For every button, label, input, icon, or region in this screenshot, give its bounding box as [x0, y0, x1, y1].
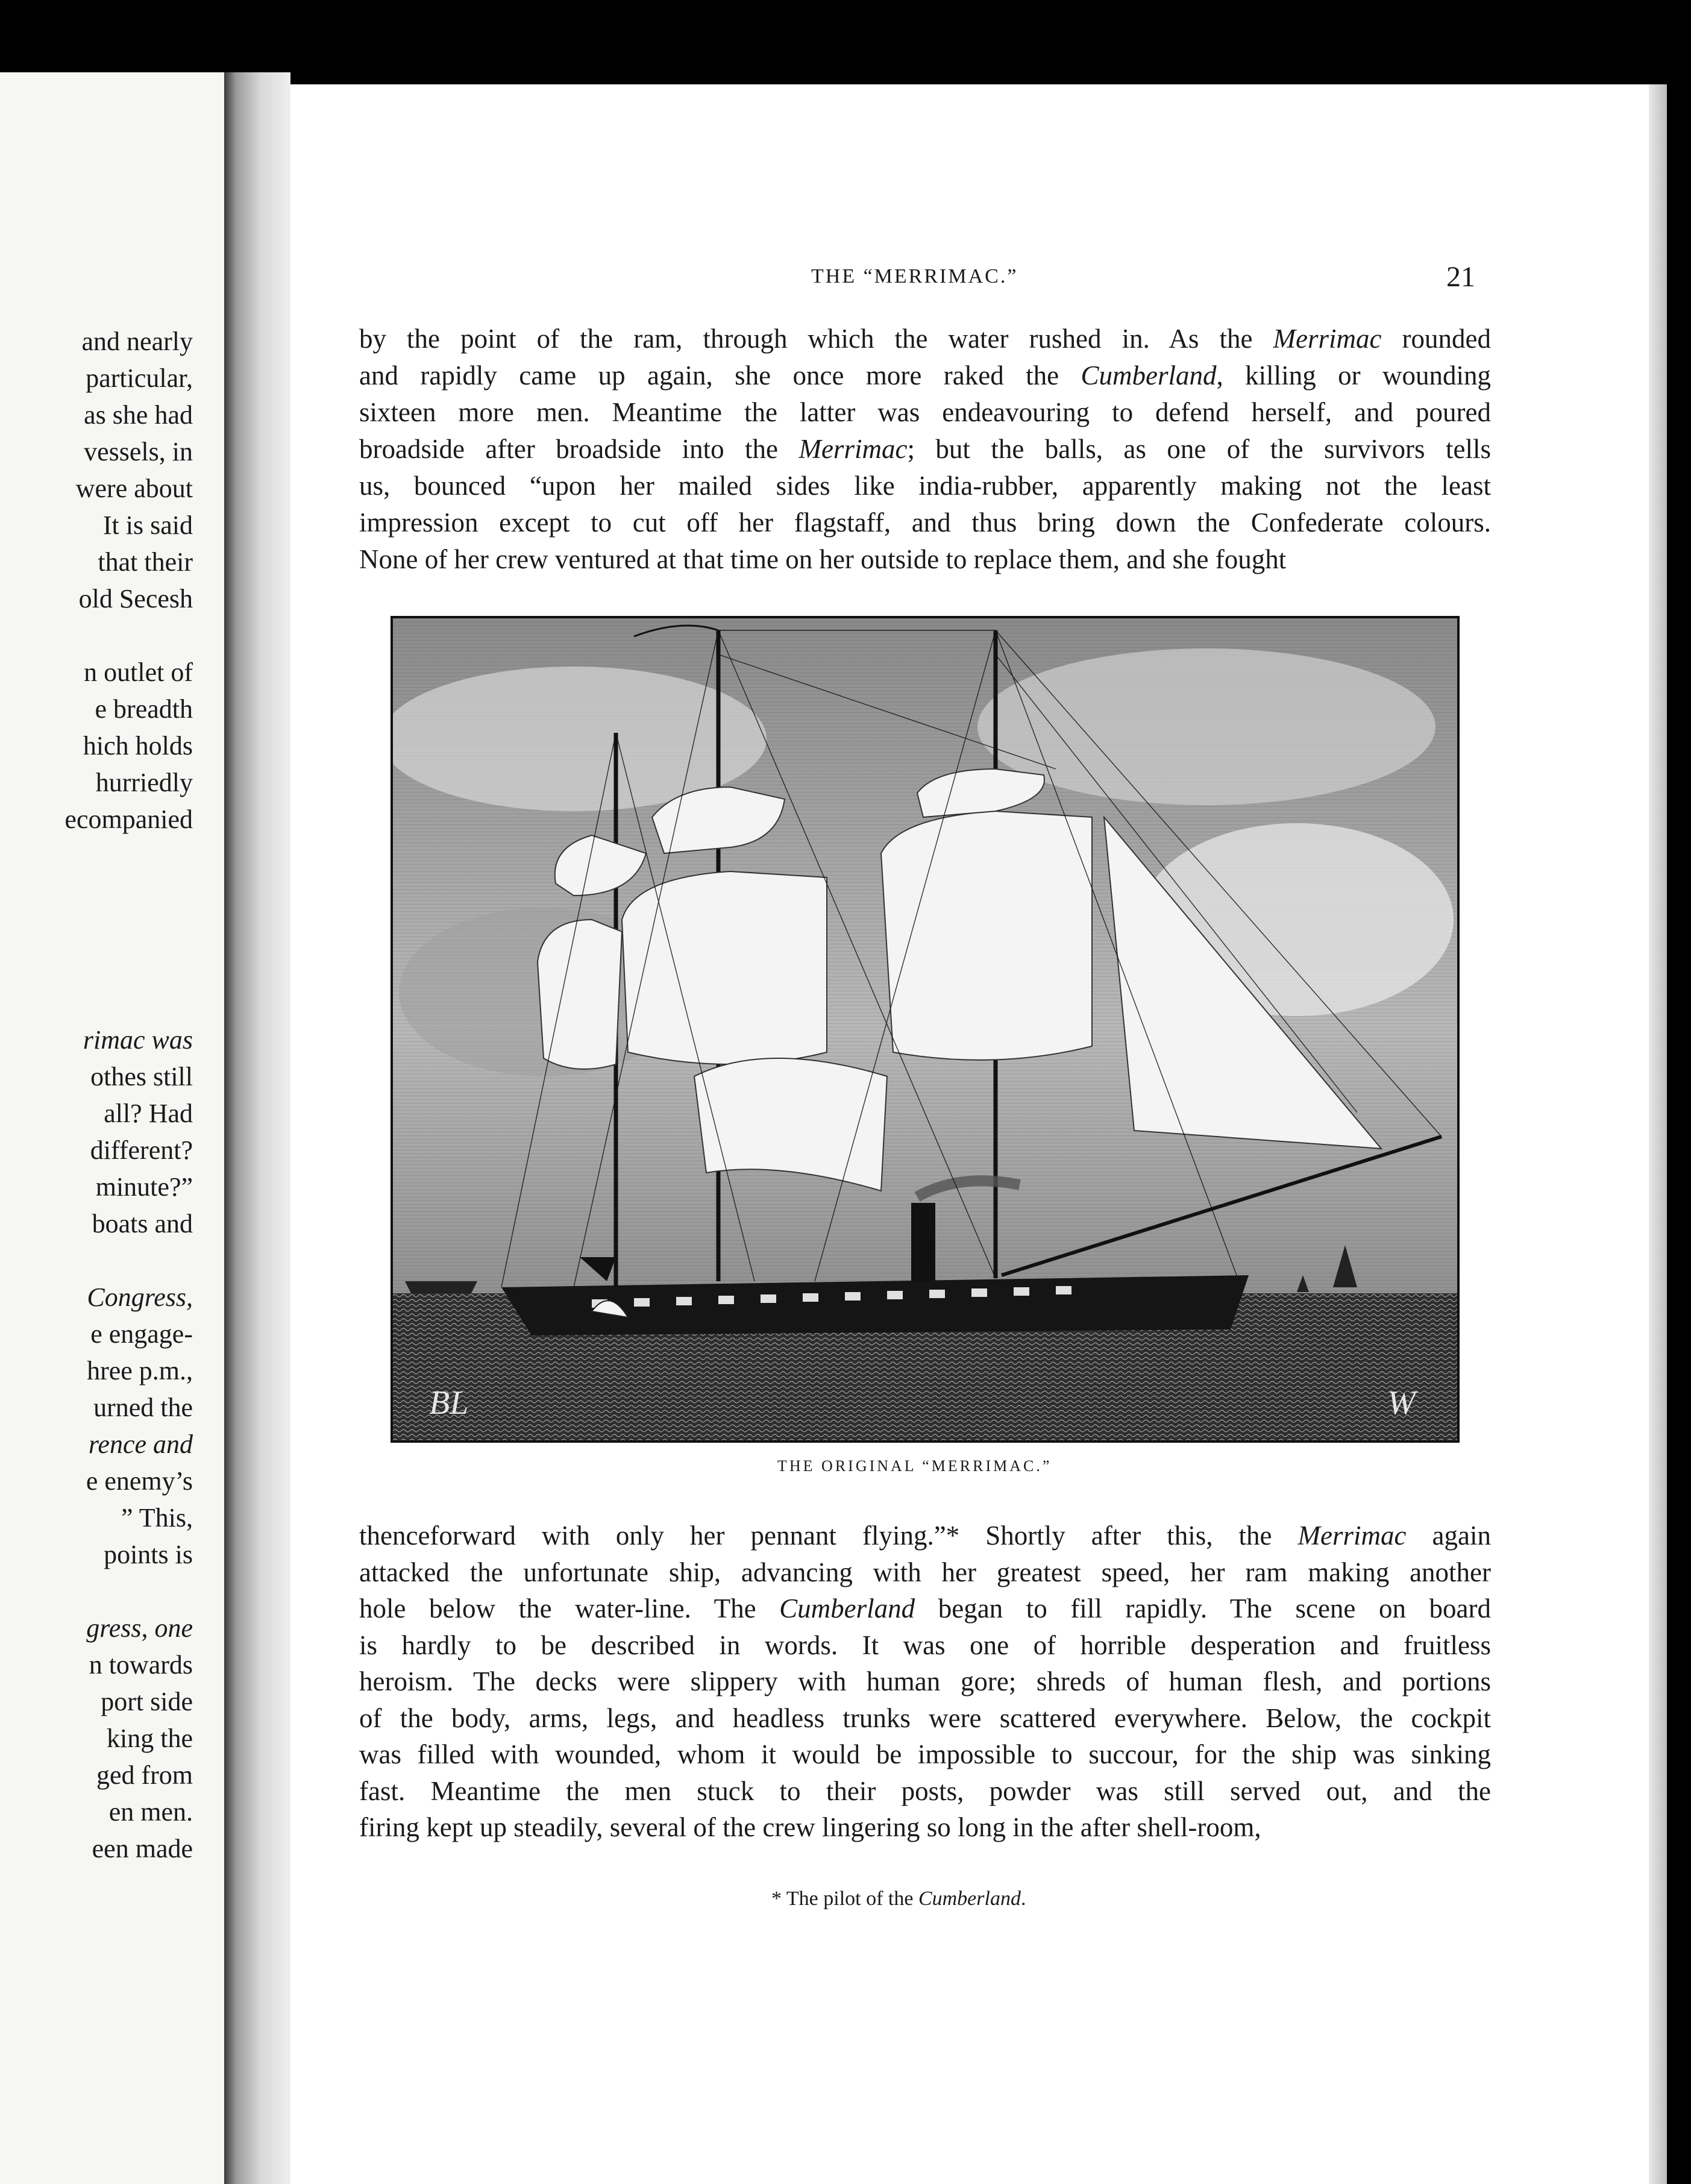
text-line: [359, 472, 1491, 500]
left-page-line: all? Had: [104, 1099, 193, 1128]
engraver-signature-right: W: [1387, 1384, 1416, 1422]
text-line: [359, 1741, 1491, 1768]
left-page-line: hich holds: [83, 731, 193, 761]
left-page-line: old Secesh: [78, 584, 193, 613]
left-page-line: e engage-: [90, 1319, 193, 1349]
left-page-line: een made: [92, 1834, 193, 1863]
left-page-line: ged from: [96, 1760, 193, 1790]
left-page-line: othes still: [90, 1062, 193, 1091]
ship-engraving: [393, 618, 1457, 1440]
left-page: [0, 72, 224, 2184]
text-run: None of her crew ventured at that time on her outside to replace them, and she fought: [359, 544, 1287, 574]
text-line: [359, 1702, 1491, 1733]
left-page-line: rence and: [88, 1429, 193, 1459]
left-page-line: and nearly: [81, 327, 193, 356]
ship-illustration: [391, 616, 1460, 1443]
left-page-line: king the: [107, 1724, 193, 1753]
text-run: firing kept up steadily, several of the crew lingering so long in the after shell-room,: [359, 1812, 1261, 1842]
left-page-line: were about: [75, 474, 193, 503]
left-page-line: port side: [101, 1687, 193, 1716]
italic-ship-name: Cumberland: [779, 1593, 915, 1624]
italic-ship-name: Cumberland: [918, 1887, 1021, 1910]
italic-ship-name: Merrimac: [798, 434, 908, 464]
text-run: hole below the water-line. The: [359, 1593, 780, 1624]
left-page-line: ” This,: [121, 1503, 193, 1533]
left-page-line: hree p.m.,: [87, 1356, 193, 1385]
left-page-line: as she had: [84, 400, 193, 430]
left-page-line: vessels, in: [84, 437, 193, 466]
text-run: thenceforward with only her pennant flying.”* Shortly after this, the: [359, 1520, 1298, 1551]
left-page-line: n outlet of: [84, 657, 193, 687]
italic-ship-name: Merrimac: [1273, 324, 1382, 354]
text-line: [359, 1775, 1491, 1806]
left-page-line: hurriedly: [95, 768, 193, 797]
text-run: sixteen more men. Meantime the latter was endeavouring to defend herself, and poured: [359, 397, 1491, 427]
text-run: of the body, arms, legs, and headless trunks were scattered everywhere. Below, the cockpit: [359, 1702, 1491, 1733]
text-line: [359, 1632, 1491, 1659]
engraver-signature-left: BL: [429, 1384, 469, 1422]
left-page-line: minute?”: [95, 1172, 193, 1202]
book-gutter: [224, 72, 290, 2184]
text-line: [359, 1559, 1491, 1586]
text-line: [359, 436, 1491, 463]
text-run: attacked the unfortunate ship, advancing with her greatest speed, her ram making another: [359, 1557, 1491, 1587]
left-page-line: rimac was: [83, 1025, 193, 1055]
illustration-caption: THE ORIGINAL “MERRIMAC.”: [777, 1457, 1052, 1475]
left-page-line: particular,: [86, 363, 193, 393]
text-run: began to fill rapidly. The scene on board: [915, 1593, 1491, 1624]
left-page-line: n towards: [89, 1650, 193, 1680]
left-page-line: e enemy’s: [86, 1466, 193, 1496]
left-page-line: points is: [104, 1540, 193, 1569]
italic-ship-name: Cumberland: [1081, 360, 1217, 391]
text-line: [359, 362, 1491, 389]
text-run: * The pilot of the: [771, 1887, 918, 1910]
text-run: by the point of the ram, through which the water rushed in. As the: [359, 324, 1273, 354]
left-page-line: ecompanied: [64, 805, 193, 834]
footnote: [771, 1887, 1026, 1910]
text-run: again: [1406, 1520, 1492, 1551]
text-run: us, bounced “upon her mailed sides like india-rubber, apparently making not the least: [359, 471, 1491, 501]
text-run: fast. Meantime the men stuck to their posts, powder was still served out, and the: [359, 1775, 1491, 1806]
italic-ship-name: Merrimac: [1297, 1520, 1407, 1551]
page-edge: [1649, 84, 1667, 2184]
left-page-line: boats and: [92, 1209, 193, 1238]
text-line: [359, 1668, 1491, 1695]
text-run: is hardly to be described in words. It was one of horrible desperation and fruitless: [359, 1630, 1491, 1660]
left-page-line: en men.: [108, 1797, 193, 1827]
text-line: [359, 1595, 1491, 1622]
text-run: rounded: [1381, 324, 1491, 354]
left-page-line: gress, one: [86, 1613, 193, 1643]
left-page-line: urned the: [93, 1393, 193, 1422]
page-number: 21: [1446, 261, 1475, 293]
text-line: [359, 1814, 1491, 1841]
left-page-line: e breadth: [95, 694, 193, 724]
text-line: [359, 509, 1491, 536]
text-run: was filled with wounded, whom it would be impossible to succour, for the ship was sinking: [359, 1739, 1491, 1769]
text-line: [359, 325, 1491, 353]
text-line: [359, 1522, 1491, 1549]
text-run: heroism. The decks were slippery with human gore; shreds of human flesh, and portions: [359, 1666, 1491, 1696]
text-run: broadside after broadside into the: [359, 434, 799, 464]
text-line: [359, 399, 1491, 426]
left-page-line: that their: [98, 547, 193, 577]
left-page-line: Congress,: [87, 1282, 193, 1312]
text-run: ; but the balls, as one of the survivors tells: [907, 434, 1491, 464]
text-run: .: [1020, 1887, 1026, 1910]
left-page-line: It is said: [102, 510, 193, 540]
left-page-line: different?: [90, 1135, 193, 1165]
text-line: [359, 546, 1491, 573]
text-run: and rapidly came up again, she once more raked the: [359, 360, 1081, 391]
text-run: impression except to cut off her flagstaff, and thus bring down the Confederate colours.: [359, 507, 1491, 538]
text-run: , killing or wounding: [1216, 360, 1492, 391]
running-head: THE “MERRIMAC.”: [811, 265, 1018, 287]
